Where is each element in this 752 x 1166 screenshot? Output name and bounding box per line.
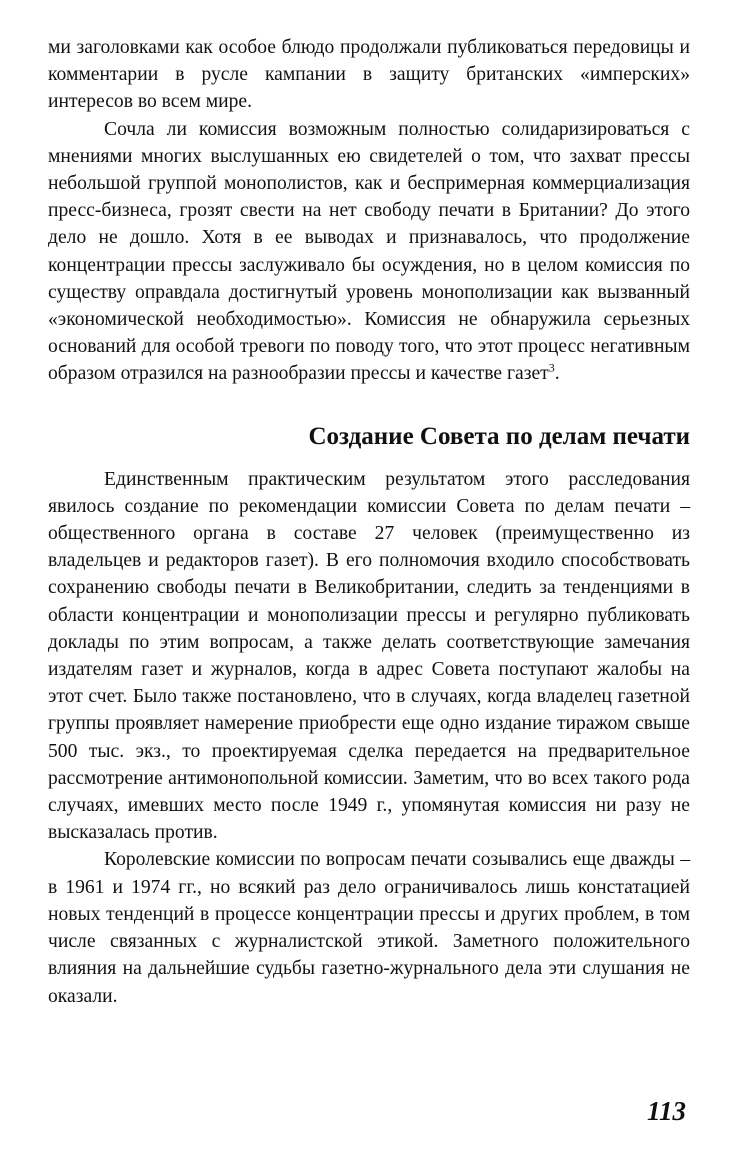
paragraph-press-council: Единственным практическим результатом этого расследования явилось создание по рекомендации комиссии Совета по делам печати – общественного органа в составе 27 человек (преимущественно из владельцев и редакторов газет). В его полномочия входило способствовать сохранению свободы печати в Великобритании, следить за тенденциями в области концентрации и монополизации прессы и регулярно публиковать доклады по этим вопросам, а также делать соответствующие замечания издателям газет и журналов, когда в адрес Совета поступают жалобы на этот счет. Было также постановлено, что в случаях, когда владелец газетной группы проявляет намерение приобрести еще одно издание тиражом свыше 500 тыс. экз., то проектируемая сделка передается на предварительное рассмотрение антимонопольной комиссии. Заметим, что во всех такого рода случаях, имевших место после 1949 г., упомянутая комиссия ни разу не высказалась против.: [48, 468, 690, 844]
paragraph-commission-conclusions-text: Сочла ли комиссия возможным полностью солидаризироваться с мнениями многих выслушанных ею свидетелей о том, что захват прессы небольшой группой монополистов, как и беспримерная коммерциализация пресс-бизнеса, грозят свести на нет свободу печати в Британии? До этого дело не дошло. Хотя в ее выводах и признавалось, что продолжение концентрации прессы заслуживало бы осуждения, но в целом комиссия по существу оправдала достигнутый уровень монополизации как вызванный «экономической необходимостью». Комиссия не обнаружила серьезных оснований для особой тревоги по поводу того, что этот процесс негативным образом отразился на разнообразии прессы и качестве газет: [48, 118, 690, 385]
paragraph-continuation: ми заголовками как особое блюдо продолжали публиковаться передовицы и комментарии в русле кампании в защиту британских «имперских» интересов во всем мире.: [48, 37, 690, 113]
section-heading: Создание Совета по делам печати: [308, 422, 690, 450]
document-page: [48, 34, 690, 1010]
footnote-marker: 3: [548, 360, 555, 375]
page-number: 113: [646, 1096, 686, 1126]
paragraph-royal-commissions: Королевские комиссии по вопросам печати созывались еще дважды – в 1961 и 1974 гг., но всякий раз дело ограничивалось лишь констатацией новых тенденций в процессе концентрации прессы и других проблем, в том числе связанных с журналистской этикой. Заметного положительного влияния на дальнейшие судьбы газетно-журнального дела эти слушания не оказали.: [48, 849, 690, 1007]
paragraph-end-punctuation: .: [554, 363, 560, 385]
paragraph-commission-conclusions: [48, 116, 690, 388]
